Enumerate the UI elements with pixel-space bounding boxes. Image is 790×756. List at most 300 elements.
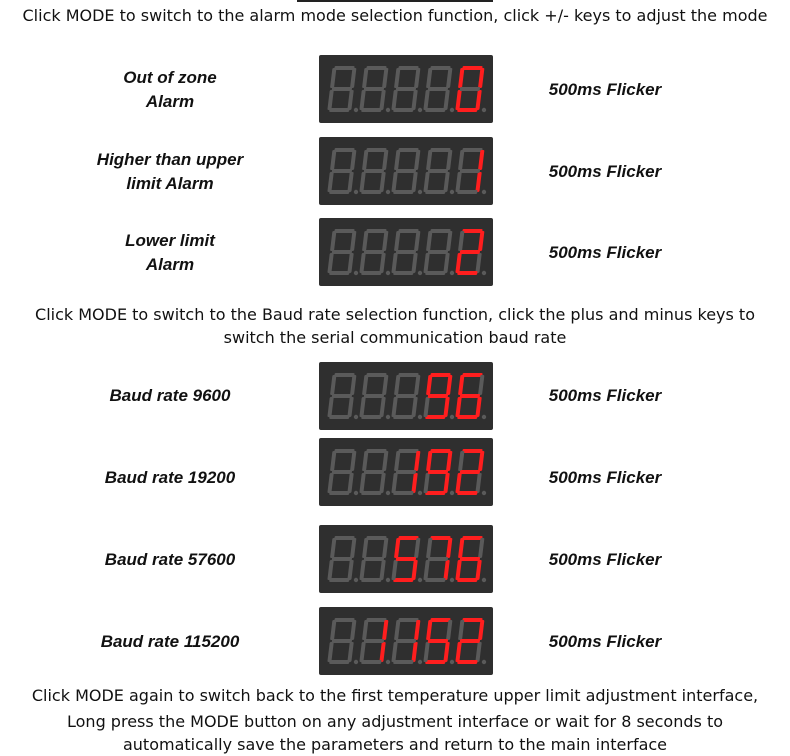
segment-b	[414, 451, 420, 471]
segment-d	[361, 108, 381, 112]
decimal-point	[386, 415, 390, 419]
segment-a	[334, 618, 354, 622]
segment-b	[446, 451, 452, 471]
segment-e	[359, 90, 365, 110]
segment-a	[462, 373, 482, 377]
segment-c	[443, 642, 449, 662]
segment-a	[462, 66, 482, 70]
segment-a	[398, 536, 418, 540]
decimal-point	[482, 660, 486, 664]
segment-f	[394, 451, 400, 471]
segment-e	[359, 253, 365, 273]
segment-f	[330, 620, 336, 640]
segment-d	[329, 491, 349, 495]
decimal-point	[386, 660, 390, 664]
segment-c	[475, 397, 481, 417]
segment-g	[364, 557, 384, 561]
segment-a	[366, 148, 386, 152]
segment-e	[359, 397, 365, 417]
row-label-line2: Alarm	[145, 92, 195, 111]
decimal-point	[482, 271, 486, 275]
decimal-point	[418, 108, 422, 112]
segment-b	[350, 150, 356, 170]
segment-g	[428, 557, 448, 561]
segment-a	[366, 618, 386, 622]
segment-b	[350, 375, 356, 395]
decimal-point	[354, 578, 358, 582]
segment-b	[414, 68, 420, 88]
segment-d	[425, 491, 445, 495]
row-label-baud-19200: Baud rate 19200	[104, 468, 236, 487]
segment-e	[423, 397, 429, 417]
segment-b	[350, 620, 356, 640]
segment-d	[329, 271, 349, 275]
segment-g	[460, 557, 480, 561]
segment-d	[329, 108, 349, 112]
segment-b	[414, 538, 420, 558]
segment-c	[347, 90, 353, 110]
segment-b	[414, 231, 420, 251]
digit-lit	[423, 449, 453, 495]
footer-text-line2: Long press the MODE button on any adjustment interface or wait for 8 seconds to automatically save the parameters and return to the main interface	[67, 712, 723, 754]
segment-b	[414, 620, 420, 640]
segment-a	[430, 148, 450, 152]
segment-e	[423, 253, 429, 273]
segment-g	[364, 87, 384, 91]
segment-a	[398, 148, 418, 152]
segment-e	[391, 172, 397, 192]
segment-d	[361, 578, 381, 582]
digit-unlit	[327, 449, 357, 495]
segment-f	[426, 620, 432, 640]
segment-f	[426, 68, 432, 88]
segment-e	[327, 397, 333, 417]
segment-g	[364, 250, 384, 254]
segment-b	[446, 620, 452, 640]
segment-a	[398, 66, 418, 70]
segment-f	[458, 375, 464, 395]
digit-unlit	[423, 229, 453, 275]
digit-unlit	[327, 148, 357, 194]
segment-e	[455, 172, 461, 192]
segment-a	[398, 229, 418, 233]
segment-e	[423, 642, 429, 662]
segment-a	[462, 148, 482, 152]
segment-d	[425, 108, 445, 112]
segment-c	[411, 560, 417, 580]
segment-d	[425, 190, 445, 194]
segment-a	[430, 66, 450, 70]
segment-g	[396, 557, 416, 561]
segment-d	[457, 415, 477, 419]
footer-text-line1: Click MODE again to switch back to the first temperature upper limit adjustment interface,	[31, 686, 759, 705]
segment-e	[391, 253, 397, 273]
segment-e	[359, 642, 365, 662]
row-label-line1: Higher than upper	[96, 150, 244, 169]
segment-b	[478, 68, 484, 88]
segment-d	[425, 271, 445, 275]
decimal-point	[450, 415, 454, 419]
segment-g	[428, 639, 448, 643]
segment-d	[393, 108, 413, 112]
segment-d	[329, 415, 349, 419]
digit-unlit	[359, 536, 389, 582]
segment-c	[411, 473, 417, 493]
segment-c	[411, 172, 417, 192]
segment-c	[443, 397, 449, 417]
segment-b	[478, 538, 484, 558]
segment-a	[334, 449, 354, 453]
segment-c	[379, 397, 385, 417]
led-display	[319, 137, 493, 205]
decimal-point	[450, 271, 454, 275]
segment-c	[347, 397, 353, 417]
segment-f	[362, 375, 368, 395]
segment-d	[329, 578, 349, 582]
segment-a	[334, 536, 354, 540]
segment-e	[423, 90, 429, 110]
digit-unlit	[359, 449, 389, 495]
segment-f	[362, 150, 368, 170]
segment-d	[457, 578, 477, 582]
segment-e	[423, 172, 429, 192]
segment-e	[359, 172, 365, 192]
decimal-point	[450, 660, 454, 664]
segment-e	[455, 473, 461, 493]
digit-lit	[391, 449, 421, 495]
digit-unlit	[391, 148, 421, 194]
segment-g	[428, 250, 448, 254]
segment-d	[329, 190, 349, 194]
row-label-higher-than-upper	[70, 148, 270, 196]
segment-d	[361, 271, 381, 275]
flicker-label: 500ms Flicker	[548, 550, 662, 569]
segment-f	[330, 68, 336, 88]
segment-f	[362, 620, 368, 640]
segment-b	[414, 375, 420, 395]
segment-c	[411, 642, 417, 662]
segment-a	[430, 618, 450, 622]
segment-d	[457, 108, 477, 112]
segment-e	[391, 560, 397, 580]
segment-e	[359, 560, 365, 580]
segment-g	[428, 169, 448, 173]
segment-c	[411, 90, 417, 110]
digit-lit	[455, 373, 485, 419]
flicker-label: 500ms Flicker	[548, 162, 662, 181]
decimal-point	[386, 271, 390, 275]
baud-intro-text: Click MODE to switch to the Baud rate selection function, click the plus and minus keys to switch the serial communication baud rate	[35, 305, 755, 347]
decimal-point	[450, 190, 454, 194]
segment-b	[382, 451, 388, 471]
decimal-point	[482, 578, 486, 582]
segment-d	[393, 271, 413, 275]
top-rule	[297, 0, 493, 2]
digit-lit	[423, 373, 453, 419]
segment-g	[396, 169, 416, 173]
segment-g	[460, 394, 480, 398]
row-label-line2: limit Alarm	[126, 174, 214, 193]
segment-c	[347, 560, 353, 580]
digit-unlit	[423, 148, 453, 194]
segment-f	[330, 150, 336, 170]
segment-b	[382, 231, 388, 251]
segment-g	[396, 470, 416, 474]
decimal-point	[418, 271, 422, 275]
segment-d	[329, 660, 349, 664]
segment-a	[462, 229, 482, 233]
segment-e	[391, 397, 397, 417]
segment-c	[379, 90, 385, 110]
segment-e	[455, 90, 461, 110]
led-display	[319, 438, 493, 506]
segment-b	[478, 375, 484, 395]
segment-c	[443, 90, 449, 110]
segment-b	[446, 538, 452, 558]
segment-b	[350, 231, 356, 251]
segment-g	[332, 557, 352, 561]
row-label-baud-57600: Baud rate 57600	[104, 550, 236, 569]
segment-c	[379, 473, 385, 493]
segment-b	[414, 150, 420, 170]
segment-b	[382, 150, 388, 170]
segment-d	[425, 415, 445, 419]
segment-f	[394, 150, 400, 170]
segment-d	[393, 415, 413, 419]
flicker-label: 500ms Flicker	[548, 243, 662, 262]
segment-a	[334, 148, 354, 152]
segment-f	[394, 231, 400, 251]
segment-d	[361, 491, 381, 495]
segment-g	[364, 394, 384, 398]
segment-a	[366, 229, 386, 233]
segment-a	[398, 618, 418, 622]
segment-g	[428, 470, 448, 474]
segment-e	[391, 90, 397, 110]
segment-e	[423, 473, 429, 493]
segment-g	[396, 87, 416, 91]
segment-d	[457, 491, 477, 495]
segment-f	[362, 538, 368, 558]
segment-e	[359, 473, 365, 493]
segment-e	[455, 642, 461, 662]
segment-e	[327, 560, 333, 580]
segment-d	[361, 190, 381, 194]
led-display	[319, 607, 493, 675]
segment-e	[391, 473, 397, 493]
segment-f	[362, 231, 368, 251]
segment-f	[330, 375, 336, 395]
segment-c	[443, 560, 449, 580]
segment-c	[347, 172, 353, 192]
segment-a	[366, 536, 386, 540]
segment-f	[426, 231, 432, 251]
segment-f	[458, 451, 464, 471]
segment-a	[334, 373, 354, 377]
segment-c	[475, 90, 481, 110]
digit-lit	[455, 229, 485, 275]
segment-c	[475, 642, 481, 662]
segment-g	[396, 639, 416, 643]
segment-b	[382, 375, 388, 395]
segment-c	[347, 473, 353, 493]
segment-a	[462, 536, 482, 540]
segment-e	[423, 560, 429, 580]
segment-d	[425, 660, 445, 664]
flicker-label: 500ms Flicker	[548, 632, 662, 651]
flicker-label: 500ms Flicker	[548, 386, 662, 405]
segment-d	[361, 660, 381, 664]
digit-unlit	[423, 66, 453, 112]
segment-a	[430, 449, 450, 453]
digit-unlit	[359, 66, 389, 112]
segment-g	[460, 169, 480, 173]
digit-lit	[455, 66, 485, 112]
segment-f	[330, 538, 336, 558]
segment-b	[446, 150, 452, 170]
segment-f	[330, 451, 336, 471]
segment-a	[462, 449, 482, 453]
digit-unlit	[391, 229, 421, 275]
segment-c	[347, 253, 353, 273]
segment-f	[394, 68, 400, 88]
digit-unlit	[327, 536, 357, 582]
segment-g	[460, 639, 480, 643]
row-label-line2: Alarm	[145, 255, 195, 274]
digit-unlit	[359, 229, 389, 275]
segment-c	[411, 397, 417, 417]
segment-e	[327, 172, 333, 192]
segment-f	[458, 68, 464, 88]
digit-lit	[455, 536, 485, 582]
segment-c	[443, 172, 449, 192]
row-label-line1: Lower limit	[125, 231, 215, 250]
segment-a	[366, 449, 386, 453]
decimal-point	[354, 190, 358, 194]
segment-b	[478, 451, 484, 471]
segment-f	[426, 375, 432, 395]
segment-f	[426, 451, 432, 471]
segment-c	[379, 172, 385, 192]
segment-a	[366, 373, 386, 377]
segment-f	[458, 620, 464, 640]
decimal-point	[418, 415, 422, 419]
segment-d	[457, 271, 477, 275]
segment-b	[478, 620, 484, 640]
segment-d	[393, 190, 413, 194]
digit-unlit	[327, 373, 357, 419]
segment-d	[393, 491, 413, 495]
decimal-point	[418, 190, 422, 194]
decimal-point	[354, 108, 358, 112]
digit-unlit	[391, 373, 421, 419]
led-display	[319, 218, 493, 286]
segment-c	[411, 253, 417, 273]
segment-f	[394, 538, 400, 558]
segment-e	[391, 642, 397, 662]
segment-f	[362, 68, 368, 88]
segment-c	[475, 172, 481, 192]
segment-d	[425, 578, 445, 582]
segment-b	[446, 375, 452, 395]
segment-g	[364, 470, 384, 474]
segment-c	[475, 473, 481, 493]
segment-c	[475, 253, 481, 273]
alarm-intro-text: Click MODE to switch to the alarm mode selection function, click +/- keys to adjust the mode	[22, 6, 768, 25]
segment-g	[364, 169, 384, 173]
led-display	[319, 525, 493, 593]
segment-f	[362, 451, 368, 471]
decimal-point	[418, 491, 422, 495]
segment-a	[430, 229, 450, 233]
decimal-point	[386, 108, 390, 112]
led-display	[319, 362, 493, 430]
segment-d	[457, 660, 477, 664]
segment-g	[332, 169, 352, 173]
segment-a	[430, 536, 450, 540]
decimal-point	[386, 491, 390, 495]
segment-g	[396, 394, 416, 398]
digit-unlit	[327, 66, 357, 112]
row-label-lower-limit	[70, 229, 270, 277]
segment-b	[382, 538, 388, 558]
segment-e	[327, 90, 333, 110]
decimal-point	[354, 491, 358, 495]
decimal-point	[450, 578, 454, 582]
segment-f	[426, 538, 432, 558]
segment-a	[366, 66, 386, 70]
segment-a	[430, 373, 450, 377]
segment-a	[398, 449, 418, 453]
segment-e	[327, 642, 333, 662]
segment-g	[332, 639, 352, 643]
segment-c	[347, 642, 353, 662]
digit-lit	[423, 618, 453, 664]
digit-lit	[455, 618, 485, 664]
segment-b	[382, 68, 388, 88]
decimal-point	[418, 660, 422, 664]
segment-g	[332, 394, 352, 398]
segment-g	[460, 470, 480, 474]
decimal-point	[482, 491, 486, 495]
segment-a	[334, 229, 354, 233]
segment-f	[458, 538, 464, 558]
segment-g	[364, 639, 384, 643]
segment-d	[361, 415, 381, 419]
digit-lit	[455, 148, 485, 194]
digit-lit	[359, 618, 389, 664]
segment-c	[379, 560, 385, 580]
digit-lit	[423, 536, 453, 582]
segment-c	[379, 642, 385, 662]
decimal-point	[354, 271, 358, 275]
segment-a	[398, 373, 418, 377]
digit-unlit	[327, 229, 357, 275]
segment-g	[428, 87, 448, 91]
segment-d	[457, 190, 477, 194]
digit-unlit	[391, 66, 421, 112]
segment-g	[460, 87, 480, 91]
segment-f	[458, 150, 464, 170]
segment-d	[393, 578, 413, 582]
segment-c	[379, 253, 385, 273]
segment-b	[382, 620, 388, 640]
segment-f	[330, 231, 336, 251]
digit-unlit	[327, 618, 357, 664]
segment-a	[334, 66, 354, 70]
segment-f	[458, 231, 464, 251]
segment-b	[478, 150, 484, 170]
